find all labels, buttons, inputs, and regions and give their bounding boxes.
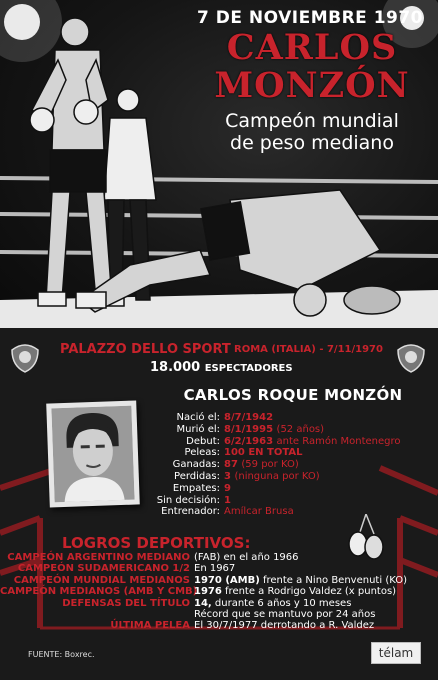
venue-city-date: ROMA (ITALIA) - 7/11/1970 [234, 344, 383, 355]
boxing-emblem-icon [394, 340, 428, 374]
achievement-row: CAMPEÓN ARGENTINO MEDIANO (FAB) en el año 1966 [7, 552, 299, 563]
title-first-name: CARLOS [226, 27, 398, 68]
subtitle-line-1: Campeón mundial [225, 110, 399, 132]
boxer-photo [46, 400, 140, 507]
info-section [0, 328, 438, 680]
boxer-stats [150, 412, 438, 518]
achievement-row: CAMPEÓN SUDAMERICANO 1/2 En 1967 [17, 563, 236, 575]
hero-section [0, 0, 438, 328]
achievement-row: ÚLTIMA PELEA El 30/7/1977 derrotando a R. Valdez [110, 620, 375, 632]
brand-logo: télam [371, 642, 421, 664]
spectators-label: ESPECTADORES [204, 363, 293, 374]
stat-row: Entrenador: Amílcar Brusa [161, 506, 294, 518]
spectators-number: 18.000 [150, 360, 201, 375]
stat-row: Nació el: 8/7/1942 [176, 412, 274, 423]
venue-name: PALAZZO DELLO SPORT [60, 342, 231, 357]
spectators [150, 360, 293, 375]
title-last-name: MONZÓN [214, 65, 410, 106]
achievements-title: LOGROS DEPORTIVOS: [62, 534, 251, 552]
subtitle-line-2: de peso mediano [230, 132, 394, 154]
boxing-emblem-icon [8, 340, 42, 374]
boxer-full-name: CARLOS ROQUE MONZÓN [183, 386, 403, 404]
achievements-list [0, 552, 438, 632]
stat-row: Empates: 9 [172, 482, 231, 494]
achievement-row: Récord que se mantuvo por 24 años [194, 609, 376, 621]
event-date: 7 DE NOVIEMBRE 1970 [196, 8, 424, 28]
achievement-row: CAMPEÓN MEDIANOS (AMB Y CMB) 1976 frente a Rodrigo Valdez (x puntos) [0, 586, 397, 598]
stat-row: Ganadas: 87 (59 por KO) [172, 459, 299, 471]
stat-row: Murió el: 8/1/1995 (52 años) [176, 423, 325, 435]
source-note: FUENTE: Boxrec. [28, 650, 95, 659]
stat-row: Sin decisión: 1 [156, 494, 231, 506]
stat-row: Perdidas: 3 (ninguna por KO) [174, 470, 320, 482]
stat-row: Debut: 6/2/1963 ante Ramón Montenegro [186, 435, 401, 447]
stat-row: Peleas: 100 EN TOTAL [184, 447, 303, 459]
achievement-row: CAMPEÓN MUNDIAL MEDIANOS 1970 (AMB) frente a Nino Benvenuti (KO) [13, 574, 407, 586]
achievement-row: DEFENSAS DEL TÍTULO 14, durante 6 años y 10 meses [62, 597, 352, 609]
